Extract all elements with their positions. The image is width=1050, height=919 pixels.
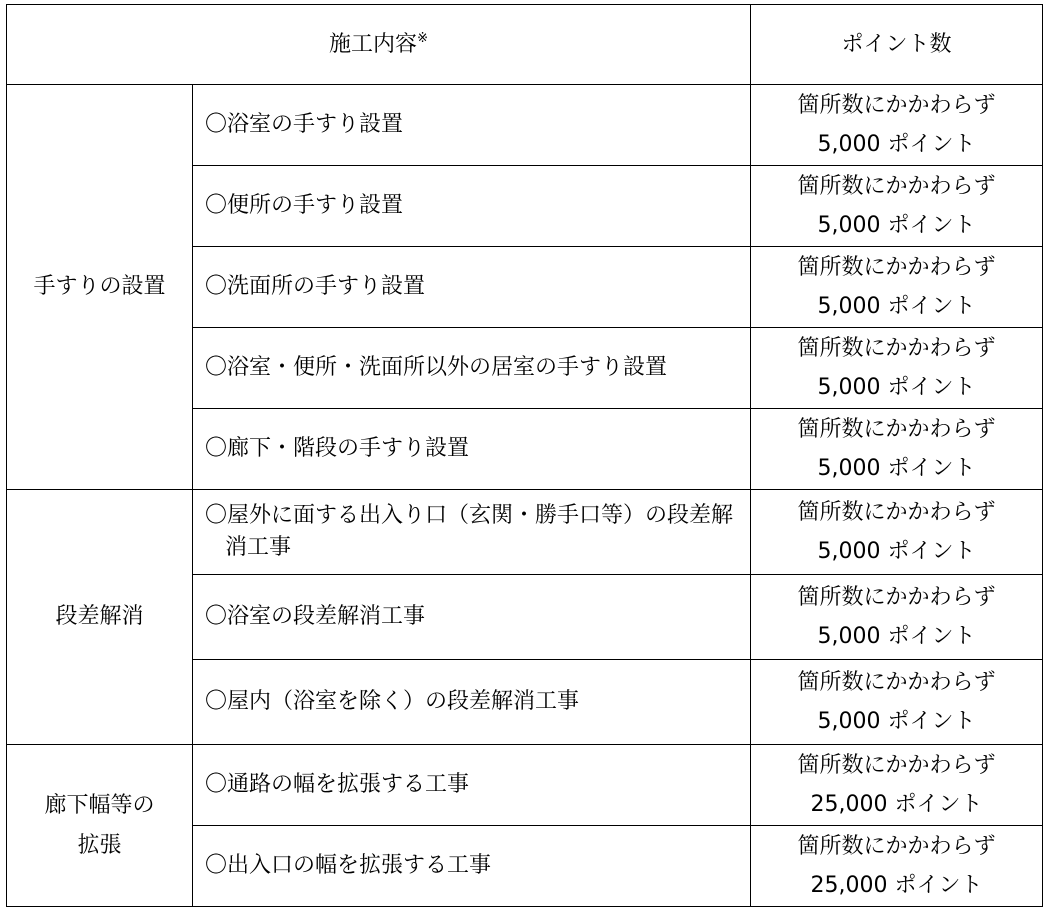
item-text: 〇便所の手すり設置 <box>205 193 404 218</box>
points-value: 5,000 ポイント <box>817 294 976 319</box>
points-cell <box>751 826 1043 907</box>
item-cell <box>193 166 751 247</box>
category-line: 廊下幅等の <box>44 792 155 818</box>
header-content-label: 施工内容 <box>329 31 418 57</box>
item-text: 〇浴室・便所・洗面所以外の居室の手すり設置 <box>205 355 668 380</box>
points-cell <box>751 328 1043 409</box>
points-condition: 箇所数にかかわらず <box>797 585 996 610</box>
table-row <box>7 490 1043 575</box>
renovation-points-table <box>6 4 1043 907</box>
points-condition: 箇所数にかかわらず <box>797 670 996 695</box>
points-value: 5,000 ポイント <box>817 456 976 481</box>
points-condition: 箇所数にかかわらず <box>797 336 996 361</box>
points-value: 5,000 ポイント <box>817 213 976 238</box>
item-text: 〇屋外に面する出入り口（玄関・勝手口等）の段差解消工事 <box>205 503 734 560</box>
points-value: 5,000 ポイント <box>817 709 976 734</box>
points-value: 5,000 ポイント <box>817 375 976 400</box>
points-value: 5,000 ポイント <box>817 132 976 157</box>
points-value: 25,000 ポイント <box>810 873 983 898</box>
points-condition: 箇所数にかかわらず <box>797 753 996 778</box>
points-condition: 箇所数にかかわらず <box>797 500 996 525</box>
header-construction-content <box>7 5 751 85</box>
item-cell <box>193 745 751 826</box>
item-text: 〇洗面所の手すり設置 <box>205 274 426 299</box>
points-cell <box>751 409 1043 490</box>
points-cell <box>751 575 1043 660</box>
item-cell <box>193 247 751 328</box>
category-handrail: 手すりの設置 <box>7 85 193 490</box>
category-corridor-widening <box>7 745 193 907</box>
item-cell <box>193 660 751 745</box>
points-cell <box>751 490 1043 575</box>
category-line: 拡張 <box>77 832 122 858</box>
table-header-row <box>7 5 1043 85</box>
item-text: 〇廊下・階段の手すり設置 <box>205 436 470 461</box>
points-value: 25,000 ポイント <box>810 792 983 817</box>
item-text: 〇通路の幅を拡張する工事 <box>205 772 470 797</box>
header-points: ポイント数 <box>751 5 1043 85</box>
points-cell <box>751 85 1043 166</box>
category-step-elimination: 段差解消 <box>7 490 193 745</box>
item-text: 〇浴室の段差解消工事 <box>205 604 426 629</box>
points-condition: 箇所数にかかわらず <box>797 93 996 118</box>
points-cell <box>751 166 1043 247</box>
item-cell <box>193 328 751 409</box>
points-value: 5,000 ポイント <box>817 624 976 649</box>
item-text: 〇出入口の幅を拡張する工事 <box>205 853 492 878</box>
points-cell <box>751 745 1043 826</box>
item-cell <box>193 409 751 490</box>
item-cell <box>193 490 751 575</box>
table-row <box>7 745 1043 826</box>
points-condition: 箇所数にかかわらず <box>797 417 996 442</box>
item-text: 〇浴室の手すり設置 <box>205 112 404 137</box>
points-cell <box>751 247 1043 328</box>
points-cell <box>751 660 1043 745</box>
points-value: 5,000 ポイント <box>817 539 976 564</box>
header-content-note: ※ <box>417 30 428 46</box>
points-condition: 箇所数にかかわらず <box>797 834 996 859</box>
points-condition: 箇所数にかかわらず <box>797 174 996 199</box>
item-text: 〇屋内（浴室を除く）の段差解消工事 <box>205 689 580 714</box>
item-cell <box>193 826 751 907</box>
item-cell <box>193 85 751 166</box>
points-condition: 箇所数にかかわらず <box>797 255 996 280</box>
item-cell <box>193 575 751 660</box>
table-row <box>7 85 1043 166</box>
